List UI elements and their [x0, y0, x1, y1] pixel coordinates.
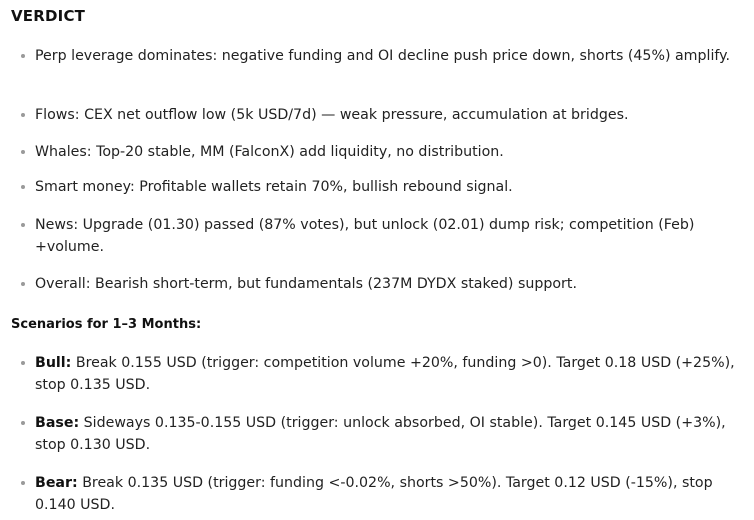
bullet-icon [21, 54, 25, 58]
bullet-icon [21, 361, 25, 365]
bullet-icon [21, 150, 25, 154]
bullet-icon [21, 481, 25, 485]
list-item-text: Flows: CEX net outflow low (5k USD/7d) — weak pressure, accumulation at bridges. [35, 107, 629, 123]
list-item [35, 141, 747, 163]
scenarios-heading: Scenarios for 1–3 Months: [11, 317, 202, 332]
scenario-bear [35, 472, 747, 516]
scenario-label: Bull: [35, 355, 72, 371]
list-item-text: Smart money: Profitable wallets retain 70%, bullish rebound signal. [35, 179, 513, 195]
list-item-text: Whales: Top-20 stable, MM (FalconX) add liquidity, no distribution. [35, 144, 504, 160]
list-item [35, 45, 747, 67]
list-item [35, 273, 747, 295]
bullet-icon [21, 185, 25, 189]
bullet-icon [21, 421, 25, 425]
scenario-bull [35, 352, 747, 396]
bullet-icon [21, 223, 25, 227]
list-item-text: News: Upgrade (01.30) passed (87% votes), but unlock (02.01) dump risk; competition (Feb) +volume. [35, 217, 695, 255]
scenario-label: Bear: [35, 475, 78, 491]
bullet-icon [21, 113, 25, 117]
verdict-heading: VERDICT [11, 7, 86, 25]
scenario-base [35, 412, 747, 456]
scenario-text: Sideways 0.135-0.155 USD (trigger: unlock absorbed, OI stable). Target 0.145 USD (+3%), stop 0.130 USD. [35, 415, 726, 453]
bullet-icon [21, 282, 25, 286]
scenario-label: Base: [35, 415, 80, 431]
scenario-text: Break 0.155 USD (trigger: competition volume +20%, funding >0). Target 0.18 USD (+25%), stop 0.135 USD. [35, 355, 735, 393]
list-item-text: Overall: Bearish short-term, but fundamentals (237M DYDX staked) support. [35, 276, 577, 292]
list-item [35, 104, 747, 126]
list-item [35, 214, 747, 258]
list-item [35, 176, 747, 198]
list-item-text: Perp leverage dominates: negative funding and OI decline push price down, shorts (45%) amplify. [35, 48, 731, 64]
scenario-text: Break 0.135 USD (trigger: funding <-0.02%, shorts >50%). Target 0.12 USD (-15%), stop 0.140 USD. [35, 475, 713, 513]
